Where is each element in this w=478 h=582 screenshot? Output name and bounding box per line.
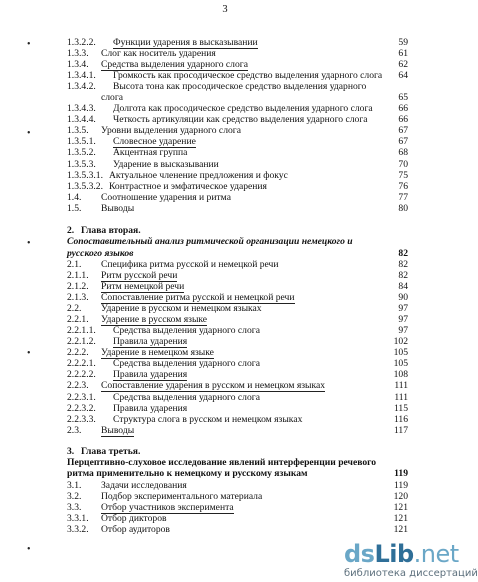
toc-entry-page: 117	[393, 425, 408, 436]
margin-mark: •	[27, 238, 31, 249]
toc-entry-title: русского языков	[67, 248, 134, 259]
toc-entry-page: 66	[398, 114, 408, 125]
toc-entry-number: 1.3.4.	[67, 59, 89, 70]
toc-entry	[0, 446, 408, 457]
toc-entry	[0, 325, 408, 336]
toc-entry-page: 84	[398, 281, 408, 292]
toc-entry-number: 1.3.4.3.	[67, 103, 96, 114]
toc-entry	[0, 81, 408, 92]
toc-entry-number: 2.1.1.	[67, 270, 89, 281]
toc-entry-title: Средства выделения ударного слога	[113, 392, 260, 403]
toc-entry-title: Правила ударения	[113, 403, 188, 414]
toc-entry	[0, 270, 408, 281]
toc-entry-title: Уровни выделения ударного слога	[101, 125, 241, 136]
toc-entry-page: 59	[398, 37, 408, 48]
toc-entry-page: 68	[398, 147, 408, 158]
toc-entry-number: 2.2.3.3.	[67, 414, 96, 425]
watermark	[344, 540, 478, 580]
toc-entry	[0, 347, 408, 358]
toc-entry-title: слога	[101, 92, 124, 103]
toc-entry-page: 119	[393, 480, 408, 491]
toc-entry-page: 75	[398, 170, 408, 181]
toc-entry-page: 65	[398, 92, 408, 103]
toc-entry	[0, 147, 408, 158]
toc-entry-title: Словесное ударение	[113, 136, 196, 147]
toc-entry	[0, 225, 408, 236]
toc-entry-title: Средства выделения ударного слога	[113, 358, 260, 369]
toc-entry	[0, 37, 408, 48]
toc-entry-number: 2.2.1.	[67, 314, 89, 325]
toc-entry	[0, 336, 408, 347]
toc-entry-number: 2.2.1.1.	[67, 325, 96, 336]
toc-entry-number: 1.4.	[67, 192, 82, 203]
toc-entry-title: Выводы	[101, 203, 135, 214]
toc-entry-page: 66	[398, 103, 408, 114]
toc-entry-number: 3.2.	[67, 491, 82, 502]
toc-entry	[0, 281, 408, 292]
toc-entry-number: 2.3.	[67, 425, 82, 436]
toc-entry-page: 67	[398, 136, 408, 147]
toc-entry-title: Правила ударения	[113, 336, 188, 347]
toc-entry-page: 67	[398, 125, 408, 136]
toc-entry-title: Громкость как просодическое средство выделения ударного слога	[113, 70, 383, 81]
toc-entry	[0, 203, 408, 214]
toc-entry-number: 2.1.3.	[67, 292, 89, 303]
toc-entry-title: Структура слога в русском и немецком языках	[113, 414, 303, 425]
toc-entry-title: Правила ударения	[113, 369, 188, 380]
toc-entry	[0, 48, 408, 59]
toc-entry	[0, 502, 408, 513]
toc-entry-number: 2.2.3.2.	[67, 403, 96, 414]
toc-entry	[0, 513, 408, 524]
toc-entry-title: Средства выделения ударного слога	[113, 325, 260, 336]
toc-entry	[0, 259, 408, 270]
toc-entry-title: Функции ударения в высказывании	[113, 37, 258, 48]
toc-entry-title: Отбор аудиторов	[101, 524, 170, 535]
toc-entry	[0, 125, 408, 136]
toc-entry-number: 2.1.2.	[67, 281, 89, 292]
toc-entry-page: 62	[398, 59, 408, 70]
margin-mark: •	[27, 39, 31, 50]
toc-entry-number: 2.2.2.1.	[67, 358, 96, 369]
toc-entry	[0, 314, 408, 325]
toc-entry-page: 120	[393, 491, 408, 502]
toc-entry	[0, 480, 408, 491]
toc-entry-number: 1.3.5.3.2.	[67, 181, 103, 192]
toc-entry-number: 1.3.5.1.	[67, 136, 96, 147]
toc-entry-page: 111	[394, 380, 408, 391]
toc-entry-page: 80	[398, 203, 408, 214]
margin-mark: •	[27, 544, 31, 555]
toc-entry	[0, 103, 408, 114]
toc-entry	[0, 380, 408, 391]
toc-entry	[0, 303, 408, 314]
toc-entry	[0, 403, 408, 414]
toc-entry	[0, 358, 408, 369]
toc-entry-title: Долгота как просодическое средство выделения ударного слога	[113, 103, 373, 114]
toc-entry-page: 111	[394, 392, 408, 403]
toc-entry-page: 97	[398, 325, 408, 336]
toc-entry-title: Ударение в немецком языке	[101, 347, 214, 358]
toc-entry-number: 3.3.1.	[67, 513, 89, 524]
toc-entry	[0, 170, 408, 181]
toc-entry-number: 1.3.4.1.	[67, 70, 96, 81]
toc-entry	[0, 92, 408, 103]
toc-entry-page: 121	[393, 524, 408, 535]
margin-mark: •	[27, 348, 31, 359]
toc-entry-number: 2.	[67, 225, 75, 236]
toc-entry-page: 64	[398, 70, 408, 81]
toc-entry-title: Высота тона как просодическое средство выделения ударного	[113, 81, 367, 92]
toc-entry-number: 2.2.	[67, 303, 82, 314]
toc-entry-page: 116	[393, 414, 408, 425]
toc-entry-page: 76	[398, 181, 408, 192]
toc-entry	[0, 136, 408, 147]
toc-entry-page: 121	[393, 513, 408, 524]
toc-entry-number: 1.3.5.3.1.	[67, 170, 103, 181]
toc-entry	[0, 59, 408, 70]
toc-entry-title: Отбор участников эксперимента	[101, 502, 234, 513]
toc-entry-number: 3.3.2.	[67, 524, 89, 535]
toc-entry-title: Перцептивно-слуховое исследование явлений интерференции речевого	[67, 457, 377, 468]
toc-entry-title: Глава третья.	[81, 446, 141, 457]
toc-entry-page: 70	[398, 159, 408, 170]
toc-entry	[0, 192, 408, 203]
toc-entry	[0, 248, 408, 259]
toc-entry	[0, 292, 408, 303]
logo-ds: ds	[344, 540, 375, 568]
toc-entry-page: 108	[393, 369, 408, 380]
toc-entry-number: 1.3.5.3.	[67, 159, 96, 170]
toc-entry-title: Сопоставительный анализ ритмической организации немецкого и	[67, 236, 353, 247]
toc-entry-title: Средства выделения ударного слога	[101, 59, 248, 70]
toc-entry-page: 115	[393, 403, 408, 414]
toc-entry-number: 1.3.5.2.	[67, 147, 96, 158]
toc-entry-title: Ударение в высказывании	[113, 159, 219, 170]
toc-entry-title: Подбор экспериментального материала	[101, 491, 263, 502]
toc-entry	[0, 181, 408, 192]
logo-lib: Lib	[374, 540, 414, 568]
toc-entry-title: Выводы	[101, 425, 135, 436]
toc-entry-page: 119	[394, 468, 408, 479]
toc-entry-title: Сопоставление ударения в русском и немецком языках	[101, 380, 326, 391]
toc-entry-number: 2.2.3.1.	[67, 392, 96, 403]
toc-entry-title: Слог как носитель ударения	[101, 48, 216, 59]
toc-entry-title: ритма применительно к немецкому и русскому языкам	[67, 468, 308, 479]
toc-entry-title: Ритм немецкой речи	[101, 281, 185, 292]
toc-entry	[0, 491, 408, 502]
toc-entry-title: Соотношение ударения и ритма	[101, 192, 231, 203]
toc-entry	[0, 425, 408, 436]
toc-entry-number: 3.1.	[67, 480, 82, 491]
toc-entry-page: 90	[398, 292, 408, 303]
toc-entry-title: Ритм русской речи	[101, 270, 178, 281]
toc-entry-title: Ударение в русском языке	[101, 314, 208, 325]
toc-entry-number: 3.	[67, 446, 75, 457]
toc-entry	[0, 524, 408, 535]
toc-entry-title: Специфика ритма русской и немецкой речи	[101, 259, 279, 270]
toc-entry	[0, 457, 408, 468]
toc-entry-number: 2.2.1.2.	[67, 336, 96, 347]
margin-mark: •	[27, 128, 31, 139]
toc-entry-number: 1.3.5.	[67, 125, 89, 136]
toc-entry-page: 82	[398, 248, 408, 259]
toc-entry	[0, 414, 408, 425]
toc-entry-page: 97	[398, 303, 408, 314]
toc-entry	[0, 236, 408, 247]
toc-entry-title: Контрастное и эмфатическое ударения	[109, 181, 267, 192]
toc-entry-number: 1.3.4.4.	[67, 114, 96, 125]
toc-entry-title: Четкость артикуляции как средство выделения ударного слога	[113, 114, 368, 125]
toc-entry-title: Акцентная группа	[113, 147, 188, 158]
toc-entry-page: 105	[393, 358, 408, 369]
toc-entry-page: 105	[393, 347, 408, 358]
toc-entry-number: 2.1.	[67, 259, 82, 270]
toc-entry-number: 1.3.3.	[67, 48, 89, 59]
toc-entry	[0, 468, 408, 479]
toc-entry-title: Отбор дикторов	[101, 513, 167, 524]
toc-entry-title: Ударение в русском и немецком языках	[101, 303, 262, 314]
toc-entry-title: Глава вторая.	[81, 225, 141, 236]
toc-entry	[0, 392, 408, 403]
toc-entry-page: 61	[398, 48, 408, 59]
toc-entry-number: 1.3.4.2.	[67, 81, 96, 92]
toc-entry-number: 2.2.2.2.	[67, 369, 96, 380]
toc-entry-title: Задачи исследования	[101, 480, 187, 491]
toc-entry-number: 2.2.3.	[67, 380, 89, 391]
toc-entry-number: 1.3.2.2.	[67, 37, 96, 48]
logo-net: .net	[413, 540, 459, 568]
toc-entry-number: 2.2.2.	[67, 347, 89, 358]
toc-entry-page: 82	[398, 270, 408, 281]
toc-entry	[0, 114, 408, 125]
toc-entry-page: 102	[393, 336, 408, 347]
toc-entry	[0, 70, 408, 81]
toc-entry-number: 3.3.	[67, 502, 82, 513]
toc-entry-title: Сопоставление ритма русской и немецкой речи	[101, 292, 295, 303]
toc-entry-page: 77	[398, 192, 408, 203]
page-number: 3	[222, 4, 228, 15]
toc-entry-number: 1.5.	[67, 203, 82, 214]
dslib-logo	[344, 540, 459, 568]
toc-entry-title: Актуальное членение предложения и фокус	[109, 170, 288, 181]
toc-entry	[0, 159, 408, 170]
toc-entry	[0, 369, 408, 380]
toc-entry-page: 82	[398, 259, 408, 270]
toc-entry-page: 121	[393, 502, 408, 513]
watermark-subtitle: библиотека диссертаций	[344, 568, 478, 579]
toc-entry-page: 97	[398, 314, 408, 325]
